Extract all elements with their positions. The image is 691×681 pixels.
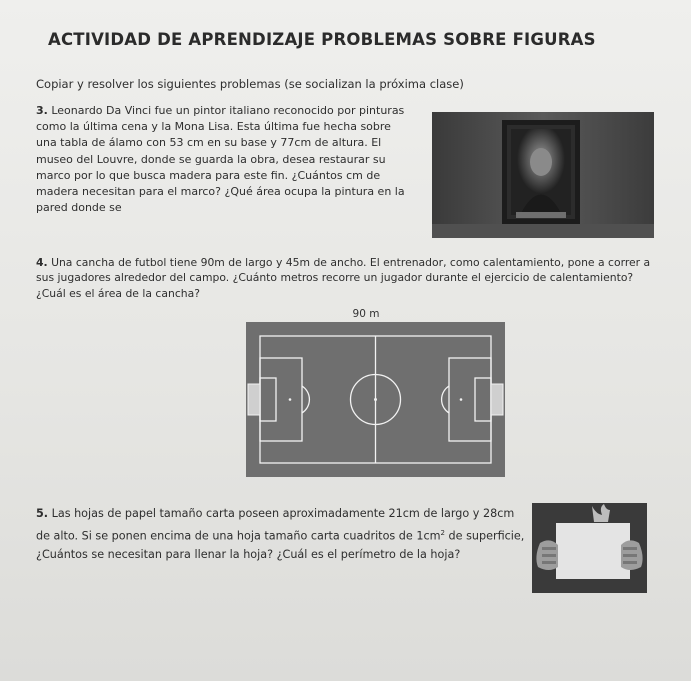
problem-5-text-b: de superficie, ¿Cuántos se necesitan para llenar la hoja? ¿Cuál es el perímetro de la hoja? (36, 529, 525, 561)
instructions: Copiar y resolver los siguientes problemas (se socializan la próxima clase) (36, 77, 464, 91)
soccer-field-diagram (246, 322, 505, 477)
hands-holding-paper-photo (532, 503, 647, 593)
problem-5 (36, 505, 531, 564)
problem-3-number: 3. (36, 104, 48, 117)
problem-3 (36, 103, 414, 216)
problem-5-number: 5. (36, 507, 49, 520)
problem-5-text-a: Las hojas de papel tamaño carta poseen aproximadamente 21cm de largo y 28cm de alto. Si se ponen encima de una hoja tamaño carta cuadritos de 1cm (36, 507, 515, 543)
unit-exponent: 2 (440, 528, 445, 537)
field-length-label: 90 m (352, 308, 380, 320)
problem-4 (36, 255, 656, 301)
page-title: ACTIVIDAD DE APRENDIZAJE PROBLEMAS SOBRE FIGURAS (48, 30, 596, 49)
mona-lisa-photo (432, 112, 654, 238)
problem-4-number: 4. (36, 256, 48, 269)
problem-4-text: Una cancha de futbol tiene 90m de largo y 45m de ancho. El entrenador, como calentamiento, pone a correr a sus jugadores alrededor del campo. ¿Cuánto metros recorre un jugador durante el ejercicio de calentamiento? ¿Cuál es el área de la cancha? (36, 256, 651, 300)
problem-3-text: Leonardo Da Vinci fue un pintor italiano reconocido por pinturas como la última cena y la Mona Lisa. Esta última fue hecha sobre una tabla de álamo con 53 cm en su base y 77cm de altura. El museo del Louvre, donde se guarda la obra, desea restaurar su marco por lo que busca madera para este fin. ¿Cuántos cm de madera necesitan para el marco? ¿Qué área ocupa la pintura en la pared donde se (36, 104, 405, 215)
